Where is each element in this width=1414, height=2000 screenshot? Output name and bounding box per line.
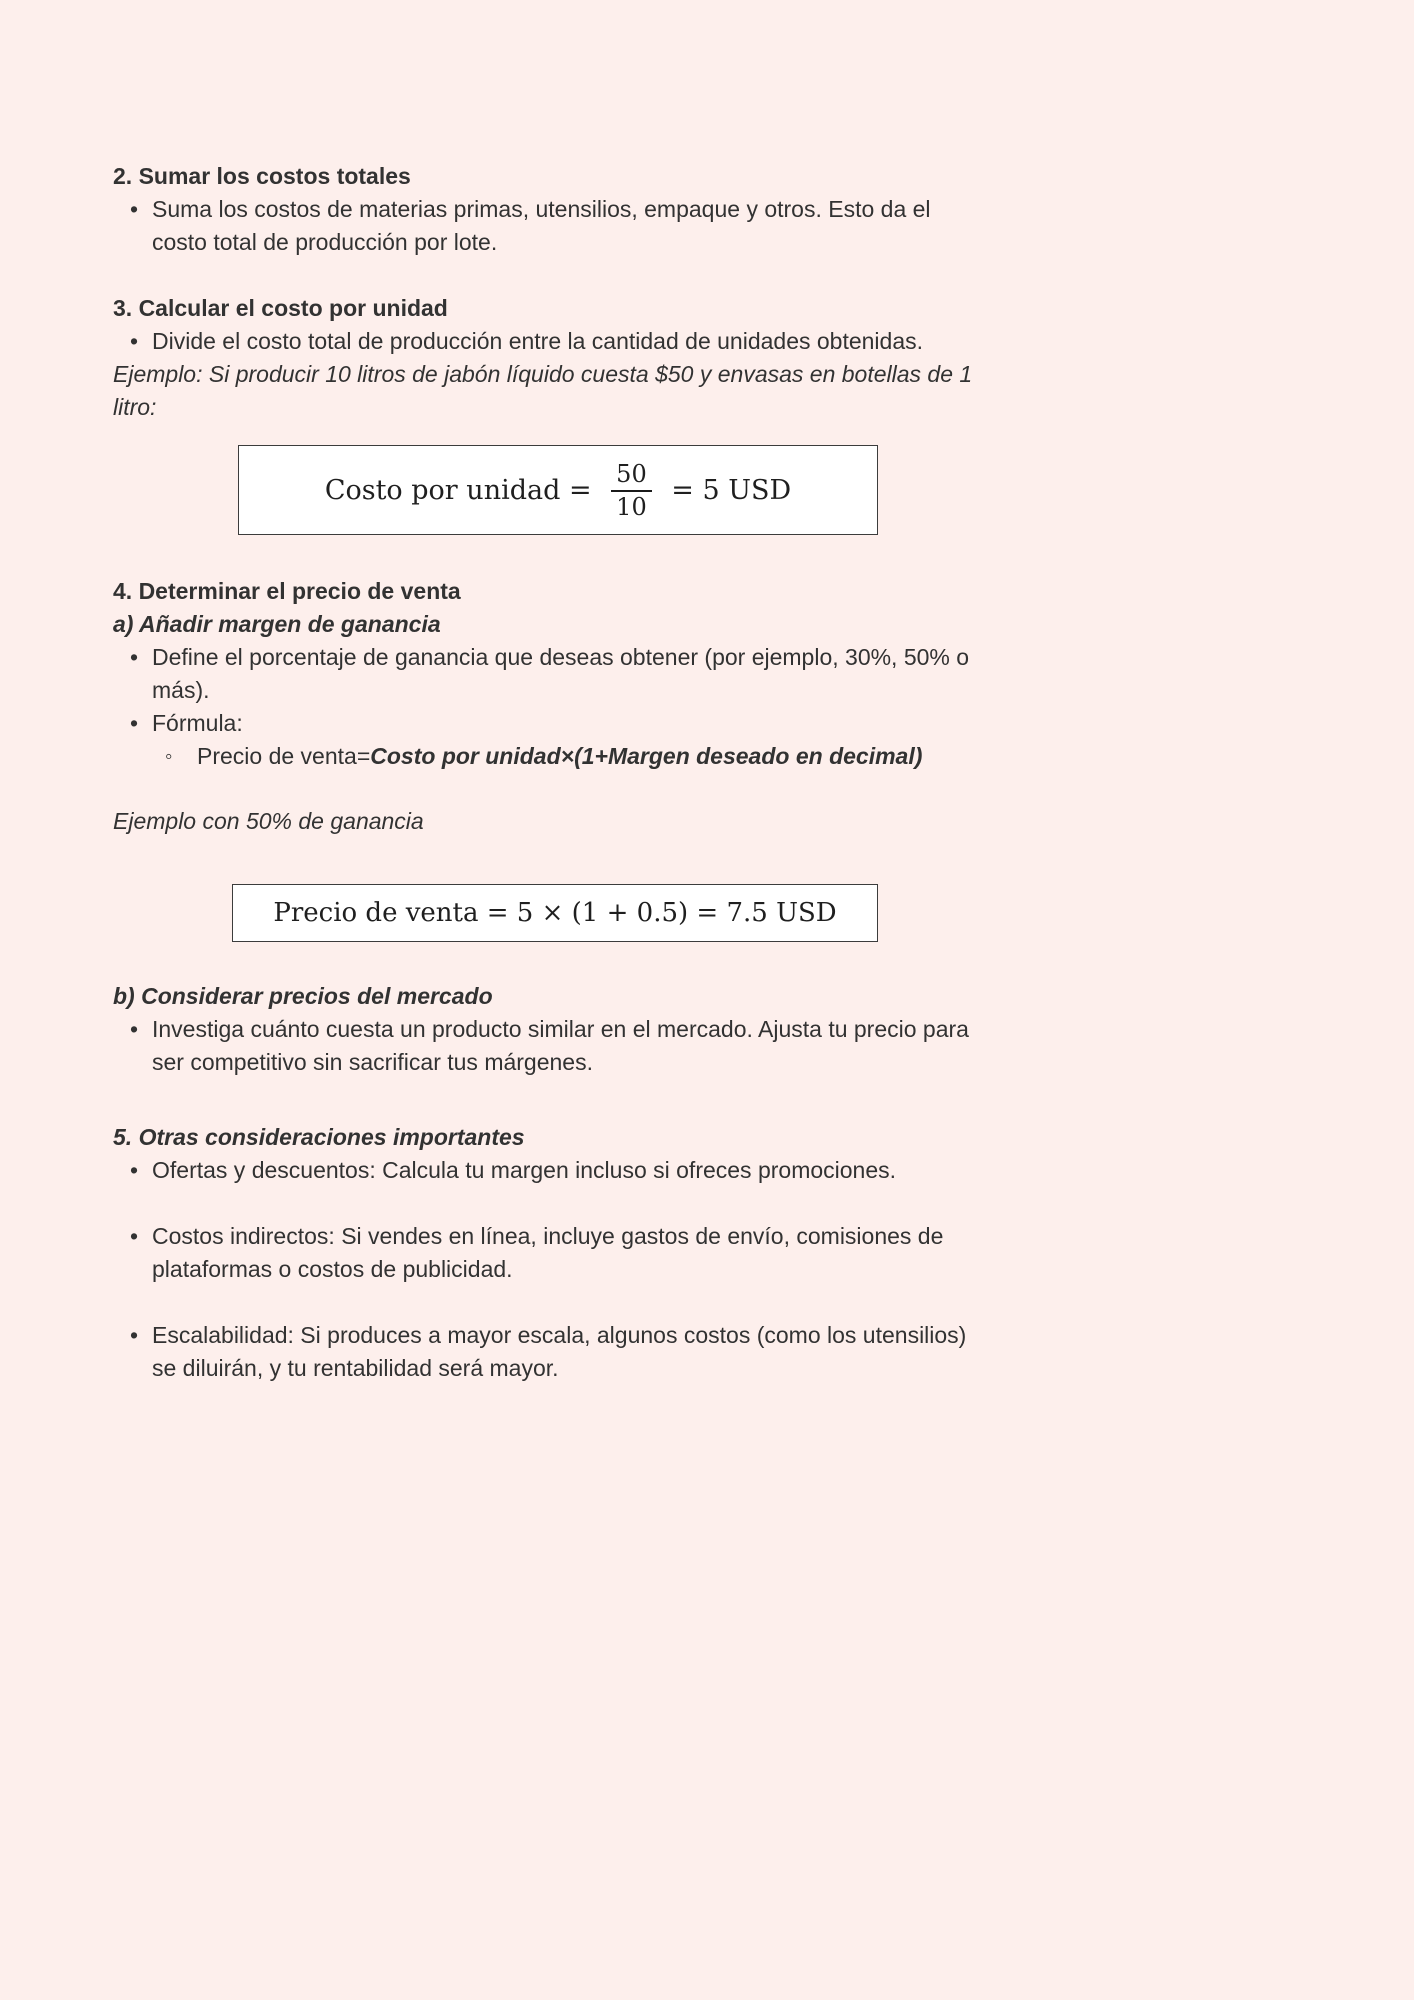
- list-item-text: Fórmula:: [152, 710, 243, 736]
- list-item: [113, 641, 990, 707]
- formula-text: Precio de venta = 5 × (1 + 0.5) = 7.5 USD: [273, 897, 837, 928]
- fraction-denominator: 10: [616, 492, 647, 521]
- section-otras-consideraciones: [113, 1121, 990, 1385]
- list-item-text: Costos indirectos: Si vendes en línea, incluye gastos de envío, comisiones de plataformas o costos de publicidad.: [152, 1223, 944, 1282]
- formula-lhs: Costo por unidad =: [324, 474, 601, 506]
- list-item-text: Suma los costos de materias primas, utensilios, empaque y otros. Esto da el costo total de producción por lote.: [152, 196, 931, 255]
- formula-rhs: = 5 USD: [662, 474, 792, 506]
- section-costo-por-unidad: [113, 292, 990, 535]
- formula-box-costo-por-unidad: [238, 445, 878, 535]
- list-item: [113, 325, 990, 358]
- example-intro-text: Ejemplo: Si producir 10 litros de jabón líquido cuesta $50 y envasas en botellas de 1 litro:: [113, 361, 973, 420]
- bullet-icon: •: [130, 196, 139, 222]
- sub-list-item: [113, 740, 990, 773]
- list-item: [113, 193, 990, 259]
- subsection-a-title: a) Añadir margen de ganancia: [113, 611, 441, 637]
- bullet-icon: •: [130, 710, 139, 736]
- bullet-icon: •: [130, 1223, 139, 1249]
- list-item-text: Investiga cuánto cuesta un producto similar en el mercado. Ajusta tu precio para ser competitivo sin sacrificar tus márgenes.: [152, 1016, 969, 1075]
- example-intro-text: Ejemplo con 50% de ganancia: [113, 808, 424, 834]
- section-2-heading: 2. Sumar los costos totales: [113, 163, 411, 189]
- list-item: [113, 1013, 990, 1079]
- list-item: [113, 1319, 990, 1385]
- formula-inline-bold: Costo por unidad×(1+Margen deseado en decimal): [370, 743, 923, 769]
- circle-bullet-icon: ◦: [165, 745, 173, 768]
- list-item-text: Escalabilidad: Si produces a mayor escala, algunos costos (como los utensilios) se diluirán, y tu rentabilidad será mayor.: [152, 1322, 967, 1381]
- sub-list-item-text: [197, 740, 990, 773]
- formula-fraction: [611, 460, 652, 521]
- formula-inline-plain: Precio de venta=: [197, 743, 371, 769]
- list-item-text: Ofertas y descuentos: Calcula tu margen incluso si ofreces promociones.: [152, 1157, 897, 1183]
- section-5-heading: 5. Otras consideraciones importantes: [113, 1124, 525, 1150]
- bullet-icon: •: [130, 644, 139, 670]
- section-3-heading: 3. Calcular el costo por unidad: [113, 295, 448, 321]
- bullet-icon: •: [130, 328, 139, 354]
- list-item: [113, 1220, 990, 1286]
- bullet-icon: •: [130, 1157, 139, 1183]
- bullet-icon: •: [130, 1322, 139, 1348]
- list-item-text: Divide el costo total de producción entre la cantidad de unidades obtenidas.: [152, 328, 924, 354]
- list-item: [113, 707, 990, 740]
- section-sumar-costos: [113, 160, 990, 259]
- section-precio-de-venta: [113, 575, 990, 1079]
- section-4-heading: 4. Determinar el precio de venta: [113, 578, 461, 604]
- list-item-text: Define el porcentaje de ganancia que deseas obtener (por ejemplo, 30%, 50% o más).: [152, 644, 970, 703]
- subsection-b: [113, 980, 990, 1079]
- list-item: [113, 1154, 990, 1187]
- fraction-numerator: 50: [611, 460, 652, 492]
- bullet-icon: •: [130, 1016, 139, 1042]
- formula-box-precio-de-venta: [232, 884, 878, 942]
- subsection-b-title: b) Considerar precios del mercado: [113, 983, 493, 1009]
